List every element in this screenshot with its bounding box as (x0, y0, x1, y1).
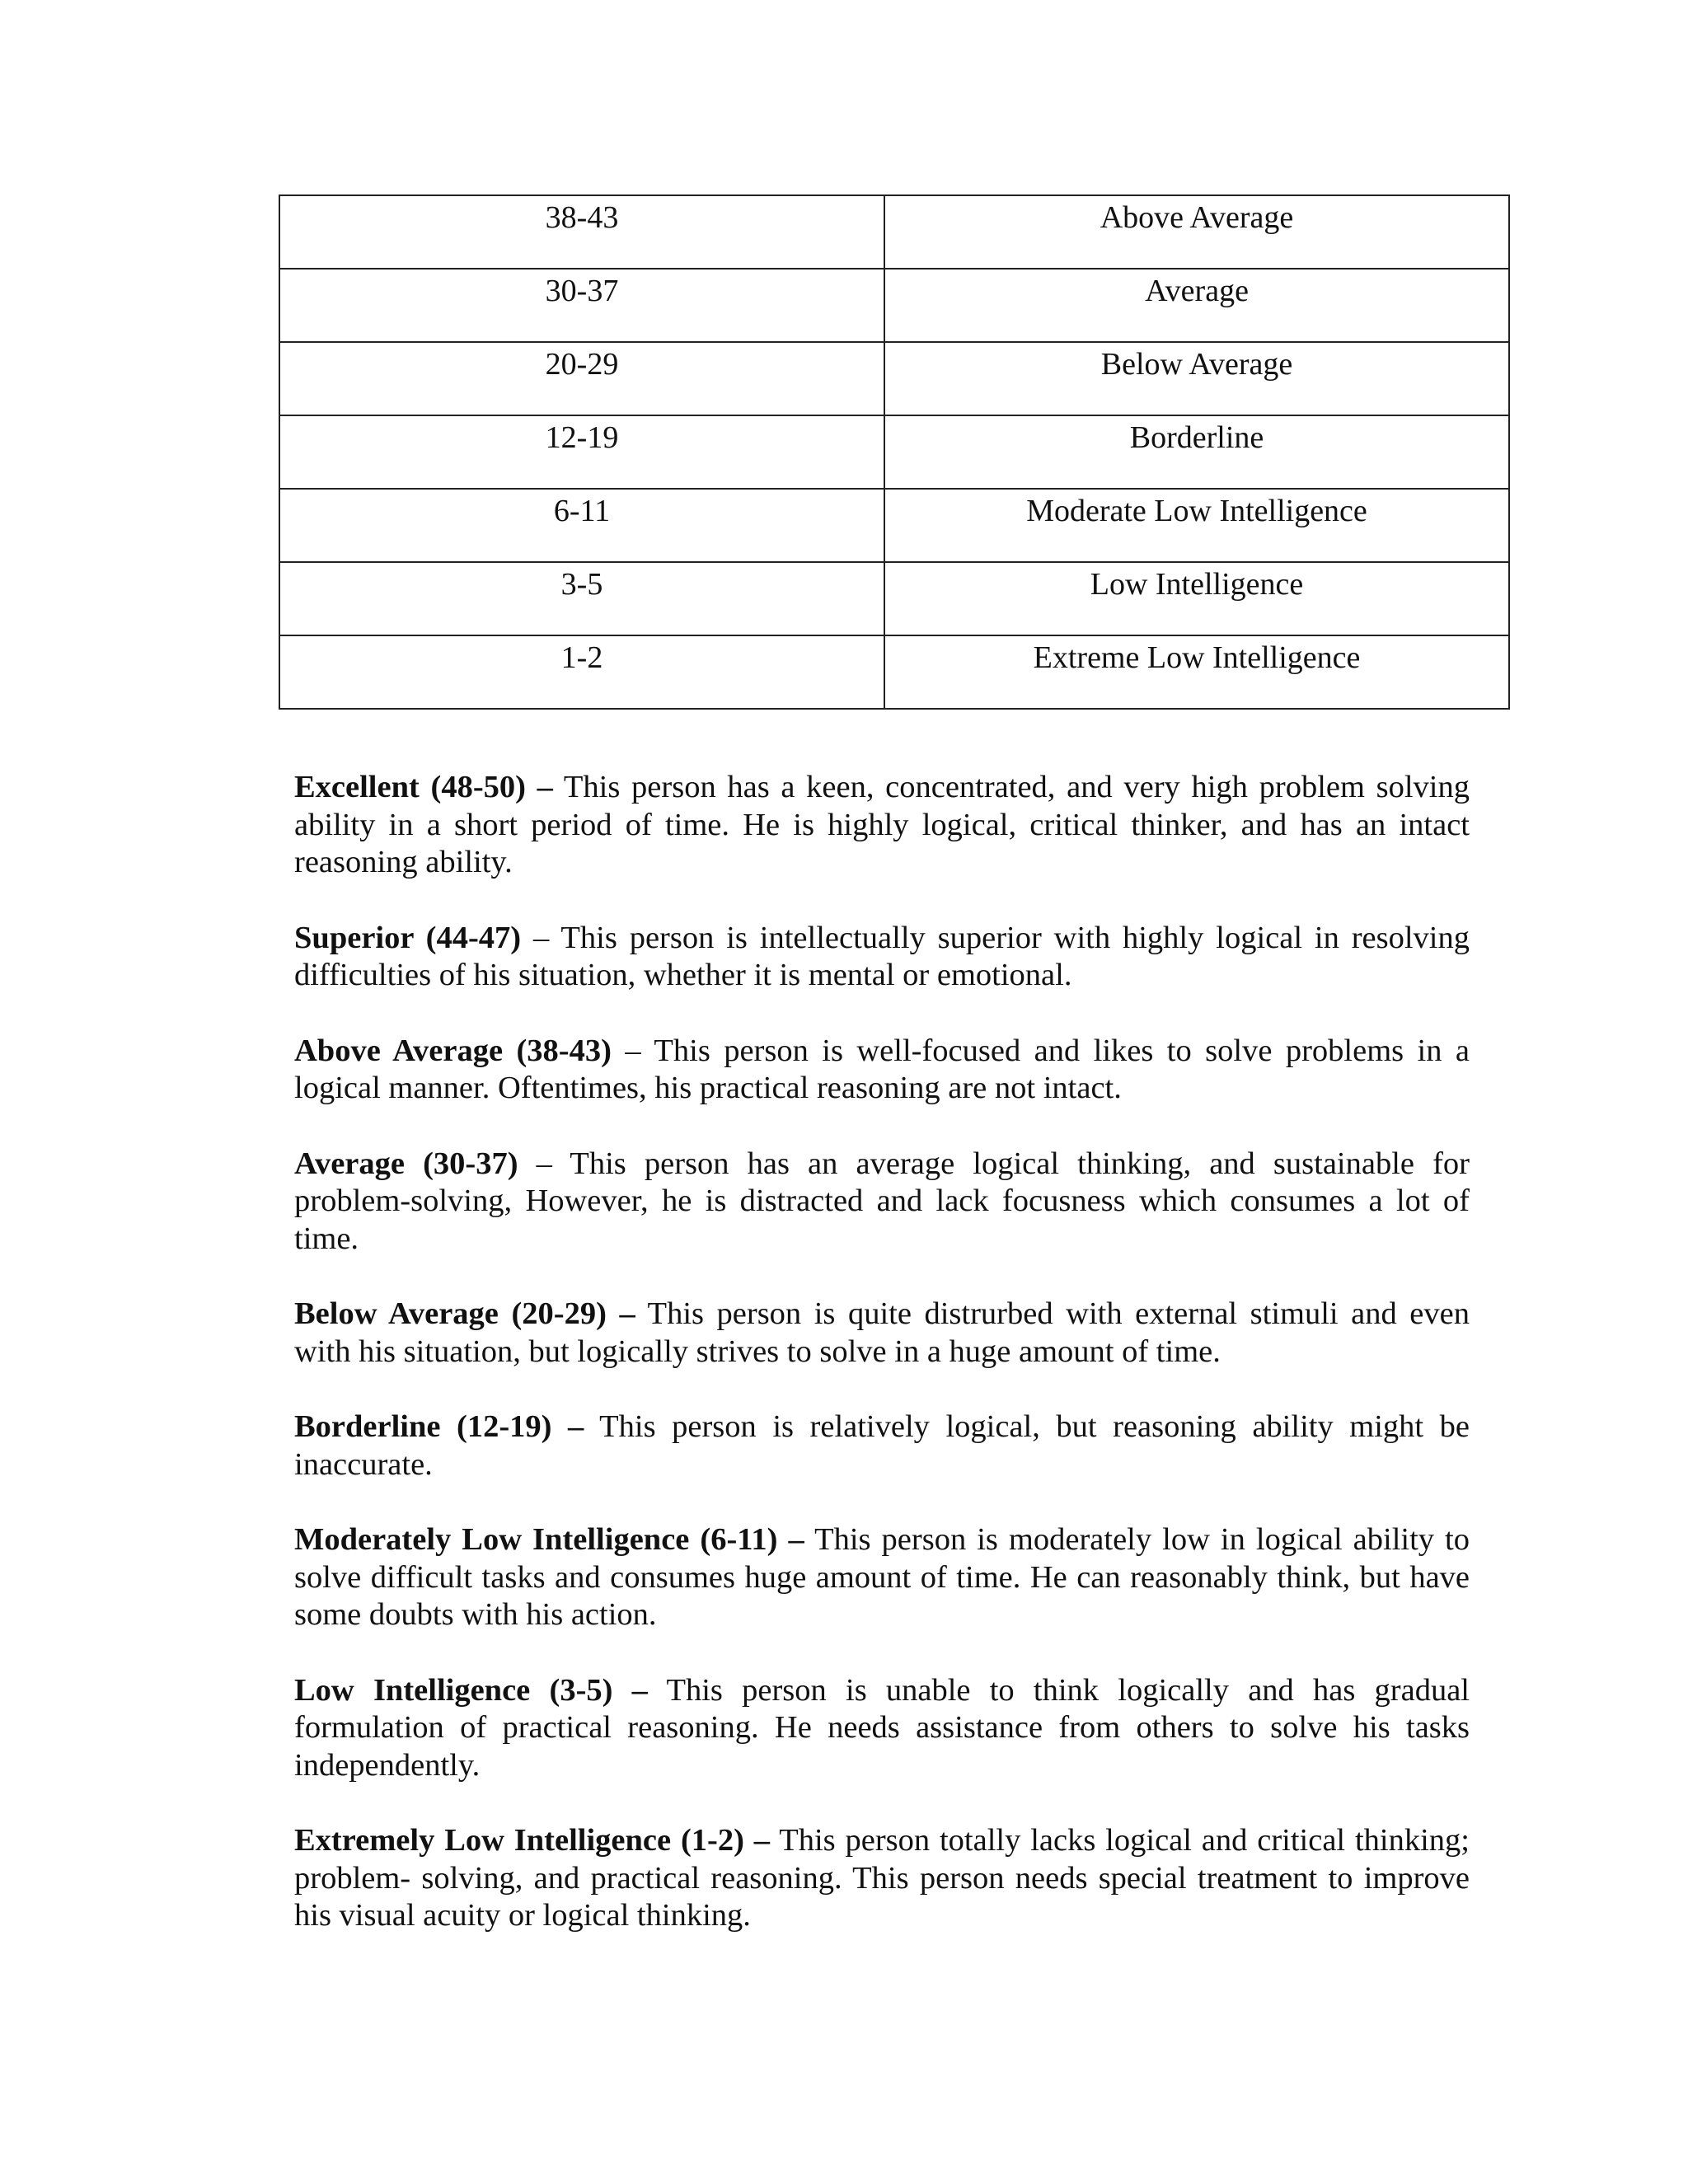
table-row (279, 269, 1509, 342)
description-text: This person totally lacks logical and critical thinking; problem- solving, and practical reasoning. This person needs special treatment to improve his visual acuity or logical thinking. (294, 1823, 1470, 1933)
description-paragraph (294, 1672, 1470, 1785)
classification-cell: Below Average (884, 342, 1509, 415)
description-term: Average (30-37) (294, 1146, 518, 1181)
description-text: This person is moderately low in logical ability to solve difficult tasks and consumes huge amount of time. He can reasonably think, but have some doubts with his action. (294, 1522, 1470, 1632)
classification-cell: Above Average (884, 195, 1509, 269)
description-term: Superior (44-47) (294, 920, 522, 955)
table-row (279, 342, 1509, 415)
description-paragraph (294, 1521, 1470, 1634)
score-range-cell: 30-37 (279, 269, 884, 342)
description-term: Borderline (12-19) – (294, 1409, 584, 1444)
description-paragraph (294, 1408, 1470, 1483)
score-range-cell: 12-19 (279, 415, 884, 489)
description-paragraph (294, 1822, 1470, 1935)
score-range-cell: 38-43 (279, 195, 884, 269)
table-row (279, 635, 1509, 709)
description-text: – This person is well-focused and likes to solve problems in a logical manner. Oftentimes, his practical reasoning are not intact. (294, 1033, 1470, 1105)
table-row (279, 562, 1509, 635)
table-row (279, 195, 1509, 269)
table-row (279, 489, 1509, 562)
description-term: Low Intelligence (3-5) – (294, 1672, 648, 1708)
description-paragraph (294, 1146, 1470, 1258)
score-range-cell: 3-5 (279, 562, 884, 635)
description-text: This person has a keen, concentrated, and very high problem solving ability in a short period of time. He is highly logical, critical thinker, and has an intact reasoning ability. (294, 770, 1470, 879)
score-range-cell: 1-2 (279, 635, 884, 709)
score-range-table (279, 194, 1510, 710)
description-term: Above Average (38-43) (294, 1033, 612, 1068)
classification-cell: Low Intelligence (884, 562, 1509, 635)
classification-cell: Moderate Low Intelligence (884, 489, 1509, 562)
table-row (279, 415, 1509, 489)
description-term: Excellent (48-50) – (294, 770, 553, 804)
classification-cell: Borderline (884, 415, 1509, 489)
description-text: This person is unable to think logically and has gradual formulation of practical reasoning. He needs assistance from others to solve his tasks independently. (294, 1672, 1470, 1783)
description-paragraph (294, 920, 1470, 995)
description-paragraph (294, 1033, 1470, 1108)
description-term: Below Average (20-29) – (294, 1296, 635, 1331)
description-term: Extremely Low Intelligence (1-2) – (294, 1823, 771, 1858)
description-text: This person is quite distrurbed with external stimuli and even with his situation, but logically strives to solve in a huge amount of time. (294, 1296, 1470, 1369)
description-paragraph (294, 769, 1470, 882)
score-range-cell: 20-29 (279, 342, 884, 415)
score-range-cell: 6-11 (279, 489, 884, 562)
description-text: This person is relatively logical, but reasoning ability might be inaccurate. (294, 1409, 1470, 1482)
description-text: – This person has an average logical thinking, and sustainable for problem-solving, However, he is distracted and lack focusness which consumes a lot of time. (294, 1146, 1470, 1256)
description-paragraph (294, 1296, 1470, 1371)
description-text: – This person is intellectually superior with highly logical in resolving difficulties of his situation, whether it is mental or emotional. (294, 920, 1470, 992)
classification-cell: Extreme Low Intelligence (884, 635, 1509, 709)
classification-descriptions (294, 769, 1470, 1973)
classification-cell: Average (884, 269, 1509, 342)
description-term: Moderately Low Intelligence (6-11) – (294, 1522, 804, 1557)
